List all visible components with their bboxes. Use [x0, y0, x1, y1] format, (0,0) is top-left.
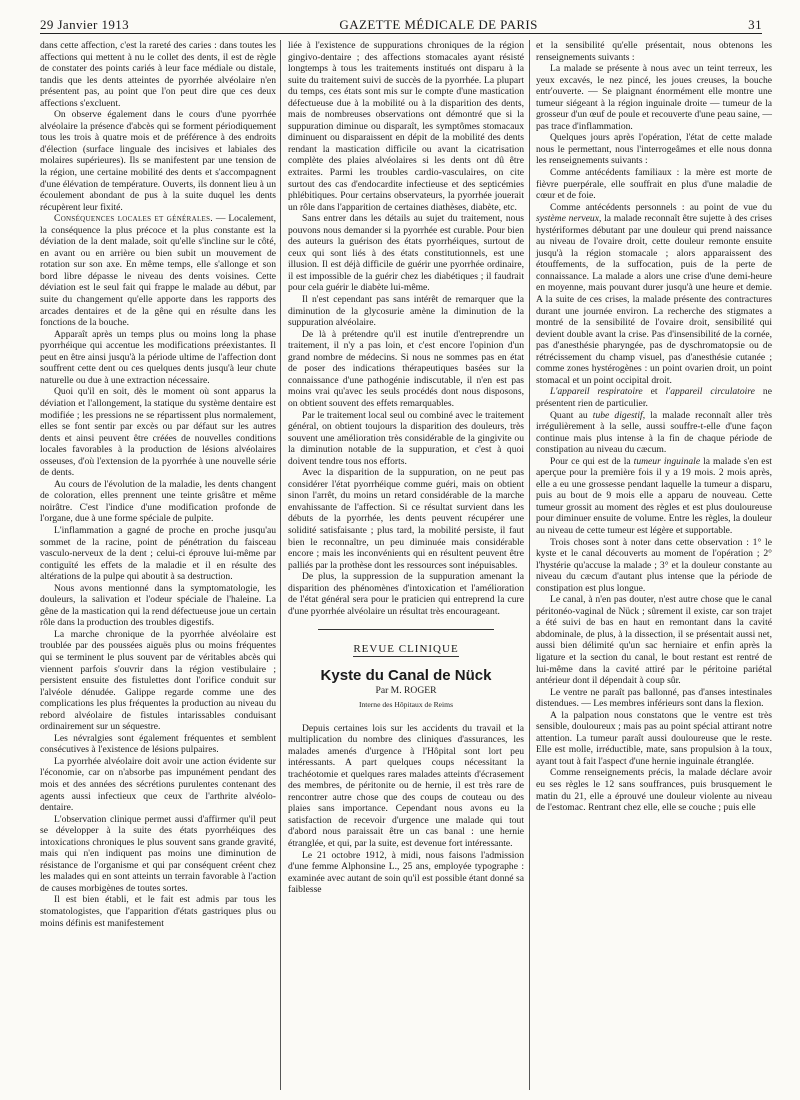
paragraph: La malade se présente à nous avec un teint terreux, les yeux excavés, le nez pincé, les joues creuses, la bouche entr'ouverte. — Se plaignant énormément elle montre une tumeur siégeant à la région inguinale droite — tumeur de la grosseur d'un œuf de poule et recouverte d'une peau saine, — pas trace d'inflammation. [536, 63, 772, 132]
paragraph: On observe également dans le cours d'une pyorrhée alvéolaire la présence d'abcès qui se forment périodiquement tous les trois à quatre mois et de préférence à des endroits d'élection (surface linguale des incisives et labiales des molaires supérieures). Ils se manifestent par une tension de la région, une certaine mobilité des dents et s'accompagnent d'une élévation de température. Ouverts, ils donnent lieu à un écoulement abondant de pus à la suite duquel les dents récupèrent leur fixité. [40, 109, 276, 213]
paragraph: Conséquences locales et générales. — Localement, la conséquence la plus précoce et la plus constante est la déviation de la dent malade, soit qu'elle s'incline sur le côté, en avant ou en arrière ou bien subit un mouvement de rotation sur son axe. En même temps, elle s'allonge et son bord libre dépasse le niveau des dents voisines. Cette déviation est le seul fait qui frappe le malade au début, par suite du changement qu'elle apporte dans les rapports des arcades dentaires et de la gêne qui en résulte dans les fonctions de la bouche. [40, 213, 276, 329]
author-affiliation: Interne des Hôpitaux de Reims [358, 699, 454, 709]
paragraph: liée à l'existence de suppurations chroniques de la région gingivo-dentaire ; des affections stomacales ayant résisté longtemps à tous les traitements institués ont disparu à la suite du traitement suivi de succès de la pyorrhée. La plupart du temps, ces états sont mis sur le compte d'une mastication défectueuse due à la mobilité ou à la disparition des dents, mais de nombreuses observations ont démontré que si la suppuration diminue ou disparaît, les symptômes stomacaux diminuent ou disparaissent en dépit de la mobilité des dents rendant la mastication difficile ou avant la cicatrisation complète des plaies alvéolaires si les dents ont dû être extraites. Parmi les troubles cardio-vasculaires, on cite surtout des cas d'endocardite infectieuse et des septicémies phlébitiques. Pour certains observateurs, la pyorrhée jouerait un rôle dans l'apparition de certaines diathèses, diabète, etc. [288, 40, 524, 213]
paragraph: Les névralgies sont également fréquentes et semblent consécutives à l'existence de lésions pulpaires. [40, 732, 276, 756]
article-title: Kyste du Canal de Nück [320, 666, 492, 684]
paragraph: Au cours de l'évolution de la maladie, les dents changent de coloration, elles prennent une teinte grisâtre et même noirâtre. C'est l'indice d'une modification profonde de l'organe, due à une forme spéciale de pulpite. [40, 478, 276, 525]
section-title: REVUE CLINIQUE [353, 643, 459, 656]
paragraph: Trois choses sont à noter dans cette observation : 1° le kyste et le canal découverts au moment de l'opération ; 2° l'hystérie qu'accuse la malade ; 3° et la douleur constante au niveau du cæcum d'autant plus intense que la période de constipation est plus longue. [536, 536, 772, 594]
paragraph: Apparaît après un temps plus ou moins long la phase pyorrhéique qui accentue les modifications préexistantes. Il peut en être ainsi jusqu'à la période ultime de l'affection dont souffrent cette dent ou ces quelques dents jusqu'à leur chute naturelle ou due à une extraction nécessaire. [40, 328, 276, 386]
paragraph: La pyorrhée alvéolaire doit avoir une action évidente sur l'économie, car on n'absorbe pas impunément pendant des mois et des années des sécrétions purulentes contenant des agents aussi infectieux que ceux de l'arthrite alvéolo-dentaire. [40, 755, 276, 814]
paragraph: Quelques jours après l'opération, l'état de cette malade nous le permettant, nous l'interrogeâmes et elle nous donna les renseignements suivants : [536, 132, 772, 167]
paragraph: Pour ce qui est de la tumeur inguinale la malade s'en est aperçue pour la première fois il y a 19 mois. 2 mois après, elle a eu une grossesse pendant laquelle la tumeur a disparu, puis au bout de 9 mois elle a apparu de nouveau. Cette tumeur grossit au moment des règles et est plus douloureuse pour diminuer ensuite de volume. Entre les règles, la douleur au niveau de cette tumeur est légère et supportable. [536, 455, 772, 536]
column-1 [40, 40, 276, 929]
paragraph: dans cette affection, c'est la rareté des caries : dans toutes les affections qui mettent à nu le collet des dents, il est de règle de constater des points cariés à leur face médiale ou distale, tandis que les dents atteintes de pyorrhée alvéolaire n'en présentent pas, au point que l'on peut dire que ces deux affections s'excluent. [40, 40, 276, 109]
header-page-number: 31 [748, 17, 762, 32]
paragraph: De plus, la suppression de la suppuration amenant la disparition des phénomènes d'intoxication et l'amélioration de l'état général sera pour le praticien qui entreprend la cure d'une pyorrhée alvéolaire un résultat très encourageant. [288, 571, 524, 617]
column-2 [288, 40, 524, 896]
header-rule [40, 33, 762, 34]
paragraph: Avec la disparition de la suppuration, on ne peut pas considérer l'état pyorrhéique comme guéri, mais on obtient sinon l'arrêt, du moins un retard considérable de la marche envahissante de l'affection. Si ce résultat survient dans les débuts de la pyorrhée, les dents peuvent récupérer une solidité satisfaisante ; plus tard, la mobilité persiste, il faut bien le reconnaître, un peu diminuée mais considérable encore ; mais les inconvénients qui en résultent peuvent être palliés par la prothèse dont les ressources sont inépuisables. [288, 467, 524, 571]
paragraph: et la sensibilité qu'elle présentait, nous obtenons les renseignements suivants : [536, 40, 772, 63]
article-author: Par M. ROGER [375, 685, 437, 697]
paragraph: Comme antécédents familiaux : la mère est morte de fièvre puerpérale, elle souffrait en plus d'une maladie de cœur et de foie. [536, 167, 772, 202]
paragraph: Le ventre ne paraît pas ballonné, pas d'anses intestinales distendues. — Les membres inférieurs sont dans la flexion. [536, 686, 772, 710]
paragraph: Il n'est cependant pas sans intérêt de remarquer que la diminution de la glycosurie amène la diminution de la suppuration alvéolaire. [288, 294, 524, 329]
section-rule [318, 629, 494, 630]
paragraph: La marche chronique de la pyorrhée alvéolaire est troublée par des poussées aiguës plus ou moins fréquentes qui se terminent le plus souvent par de véritables abcès qui viennent parfois s'ouvrir dans la région vestibulaire ; persistent ensuite des fistulettes dont l'orifice conduit sur l'alvéole dénudée. Galippe regarde comme une des complications les plus fréquentes la production au niveau du rebord alvéolaire de fistules intarissables conduisant ordinairement sur un séquestre. [40, 628, 276, 733]
paragraph: Par le traitement local seul ou combiné avec le traitement général, on obtient toujours la disparition des douleurs, très souvent une amélioration très considérable de la gingivite ou la diminution notable de la suppuration, et c'est à quoi doivent tendre tous nos efforts. [288, 409, 524, 467]
header-journal-title: GAZETTE MÉDICALE DE PARIS [339, 17, 538, 32]
paragraph: Nous avons mentionné dans la symptomatologie, les douleurs, la salivation et l'odeur spéciale de l'haleine. La gêne de la mastication qui la rend défectueuse joue un certain rôle dans la production des troubles digestifs. [40, 582, 277, 629]
paragraph: Depuis certaines lois sur les accidents du travail et la multiplication du nombre des cliniques d'assurances, les malades amenés d'urgence à l'Hôpital sont lort peu intéressants. A part quelques coups nécessitant la trachéotomie et quelques rares malades atteints d'écrasement des membres, de péritonite ou de hernie, il est très rare de rencontrer autre chose que des coups de couteau ou des plaies sans importance. Cependant nous avons eu la satisfaction de recevoir d'urgence une malade qui tout d'abord nous paraissait être un cas banal : une hernie étranglée, et qui, par la suite, est devenue fort intéressante. [288, 722, 524, 849]
paragraph: L'inflammation a gagné de proche en proche jusqu'au sommet de la racine, point de pénétration du faisceau vasculo-nerveux de la dent ; celui-ci éprouve lui-même par contiguïté les effets de la maladie et il en résulte des altérations de la pulpe qui aboutit à sa destruction. [40, 524, 276, 583]
article-heading-block [288, 629, 524, 710]
paragraph: L'observation clinique permet aussi d'affirmer qu'il peut se développer à la suite des états pyorrhéiques des intoxications chroniques le plus souvent sans grande gravité, mais qui n'en indiquent pas moins une diminution de résistance de l'organisme et qui par conséquent créent chez les malades qui en sont atteints un terrain favorable à l'action de causes morbigènes de toutes sortes. [40, 813, 276, 894]
paragraph: Le canal, à n'en pas douter, n'est autre chose que le canal péritonéo-vaginal de Nück ; sûrement il existe, car son trajet a été suivi de bas en haut en remontant dans la cavité abdominale, de plus, à la dissection, il se présentait aussi net, aussi bien délimité qu'un sac herniaire et enfin après la ligature et la section du canal, le bout restant est rentré de lui-même dans la cavité attiré par le péritoine pariétal antérieur dont il dépendait à coup sûr. [536, 594, 772, 687]
paragraph: De là à prétendre qu'il est inutile d'entreprendre un traitement, il n'y a pas loin, et c'est encore l'opinion d'un grand nombre de médecins. Si nous ne sommes pas en état de poser des indications thérapeutiques basées sur la connaissance d'une pathogénie indiscutable, il n'en est pas moins vrai qu'avec les seuls procédés dont nous disposons, on obtient souvent des effets remarquables. [288, 328, 524, 409]
paragraph: L'appareil respiratoire et l'appareil circulatoire ne présentent rien de particulier. [536, 386, 772, 409]
column-separator-1 [280, 40, 281, 1090]
column-separator-2 [529, 40, 530, 1090]
column-3 [536, 40, 772, 814]
paragraph: A la palpation nous constatons que le ventre est très sensible, douloureux ; mais pas au point spécial attirant notre attention. La tumeur paraît aussi douloureuse que le reste. Elle est molle, irréductible, mate, sans propulsion à la toux, ayant tout à fait l'aspect d'une hernie inguinale étranglée. [536, 709, 772, 767]
paragraph: Comme antécédents personnels : au point de vue du système nerveux, la malade reconnaît être sujette à des crises hystériformes débutant par une douleur qui prend naissance au niveau de l'ovaire droit, cette douleur remonte ensuite jusqu'à la région stomacale ; alors apparaissent des étouffements, de la suffocation, puis de la perte de connaissance. La malade a alors une crise d'une demi-heure en moyenne, mais pouvant durer jusqu'à une heure et demie. A la suite de ces crises, la malade présente des contractures durant une journée environ. La recherche des stigmates a montré de la sensibilité de l'ovaire droit, sensibilité qui devient double avant la crise. Pas d'insensibilité de la cornée, pas d'anesthésie pharyngée, pas de dyschromatopsie ou de rétrécissement du champ visuel, pas d'anesthésie cutanée ; comme zones hystérogènes : un point ovarien droit, un point stomacal et un point occipital droit. [536, 201, 772, 386]
paragraph: Comme renseignements précis, la malade déclare avoir eu ses règles le 12 sans souffrances, puis brusquement le matin du 21, elle a éprouvé une douleur violente au niveau de l'estomac. Rentrant chez elle, elle se couche ; puis elle [536, 767, 772, 814]
header-date: 29 Janvier 1913 [40, 17, 130, 32]
paragraph: Quoi qu'il en soit, dès le moment où sont apparus la déviation et l'allongement, la statique du système dentaire est modifiée ; les pressions ne se répartissent plus normalement, elles se font sentir par excès ou par défaut sur les autres dents et ainsi peuvent être créées de nouvelles conditions locales favorables à la production de lésions alvéolaires osseuses, d'où l'extension de la pyorrhée à une nouvelle série de dents. [40, 386, 276, 479]
paragraph: Quant au tube digestif, la malade reconnaît aller très irrégulièrement à la selle, aussi souffre-t-elle d'une façon continue mais plus intense à la fin de chaque période de constipation au niveau du cæcum. [536, 409, 772, 456]
subheading: Conséquences locales et générales. [54, 213, 214, 225]
paragraph: Le 21 octobre 1912, à midi, nous faisons l'admission d'une femme Alphonsine L., 25 ans, employée typographe : examinée avec autant de soin qu'il est possible étant donné sa faiblesse [288, 849, 524, 896]
paragraph: Il est bien établi, et le fait est admis par tous les stomatologistes, que l'apparition d'états gastriques plus ou moins définis est manifestement [40, 894, 276, 929]
paragraph: Sans entrer dans les détails au sujet du traitement, nous pouvons nous demander si la pyorrhée est curable. Pour bien des auteurs la guérison des états pyorrhéiques, surtout de ceux qui sont liés à des états constitutionnels, est une illusion. Il est déjà difficile de guérir une pyorrhée ordinaire, il est impossible de la guérir chez les diabétiques ; il faudrait pour cela guérir le diabète lui-même. [288, 213, 524, 294]
